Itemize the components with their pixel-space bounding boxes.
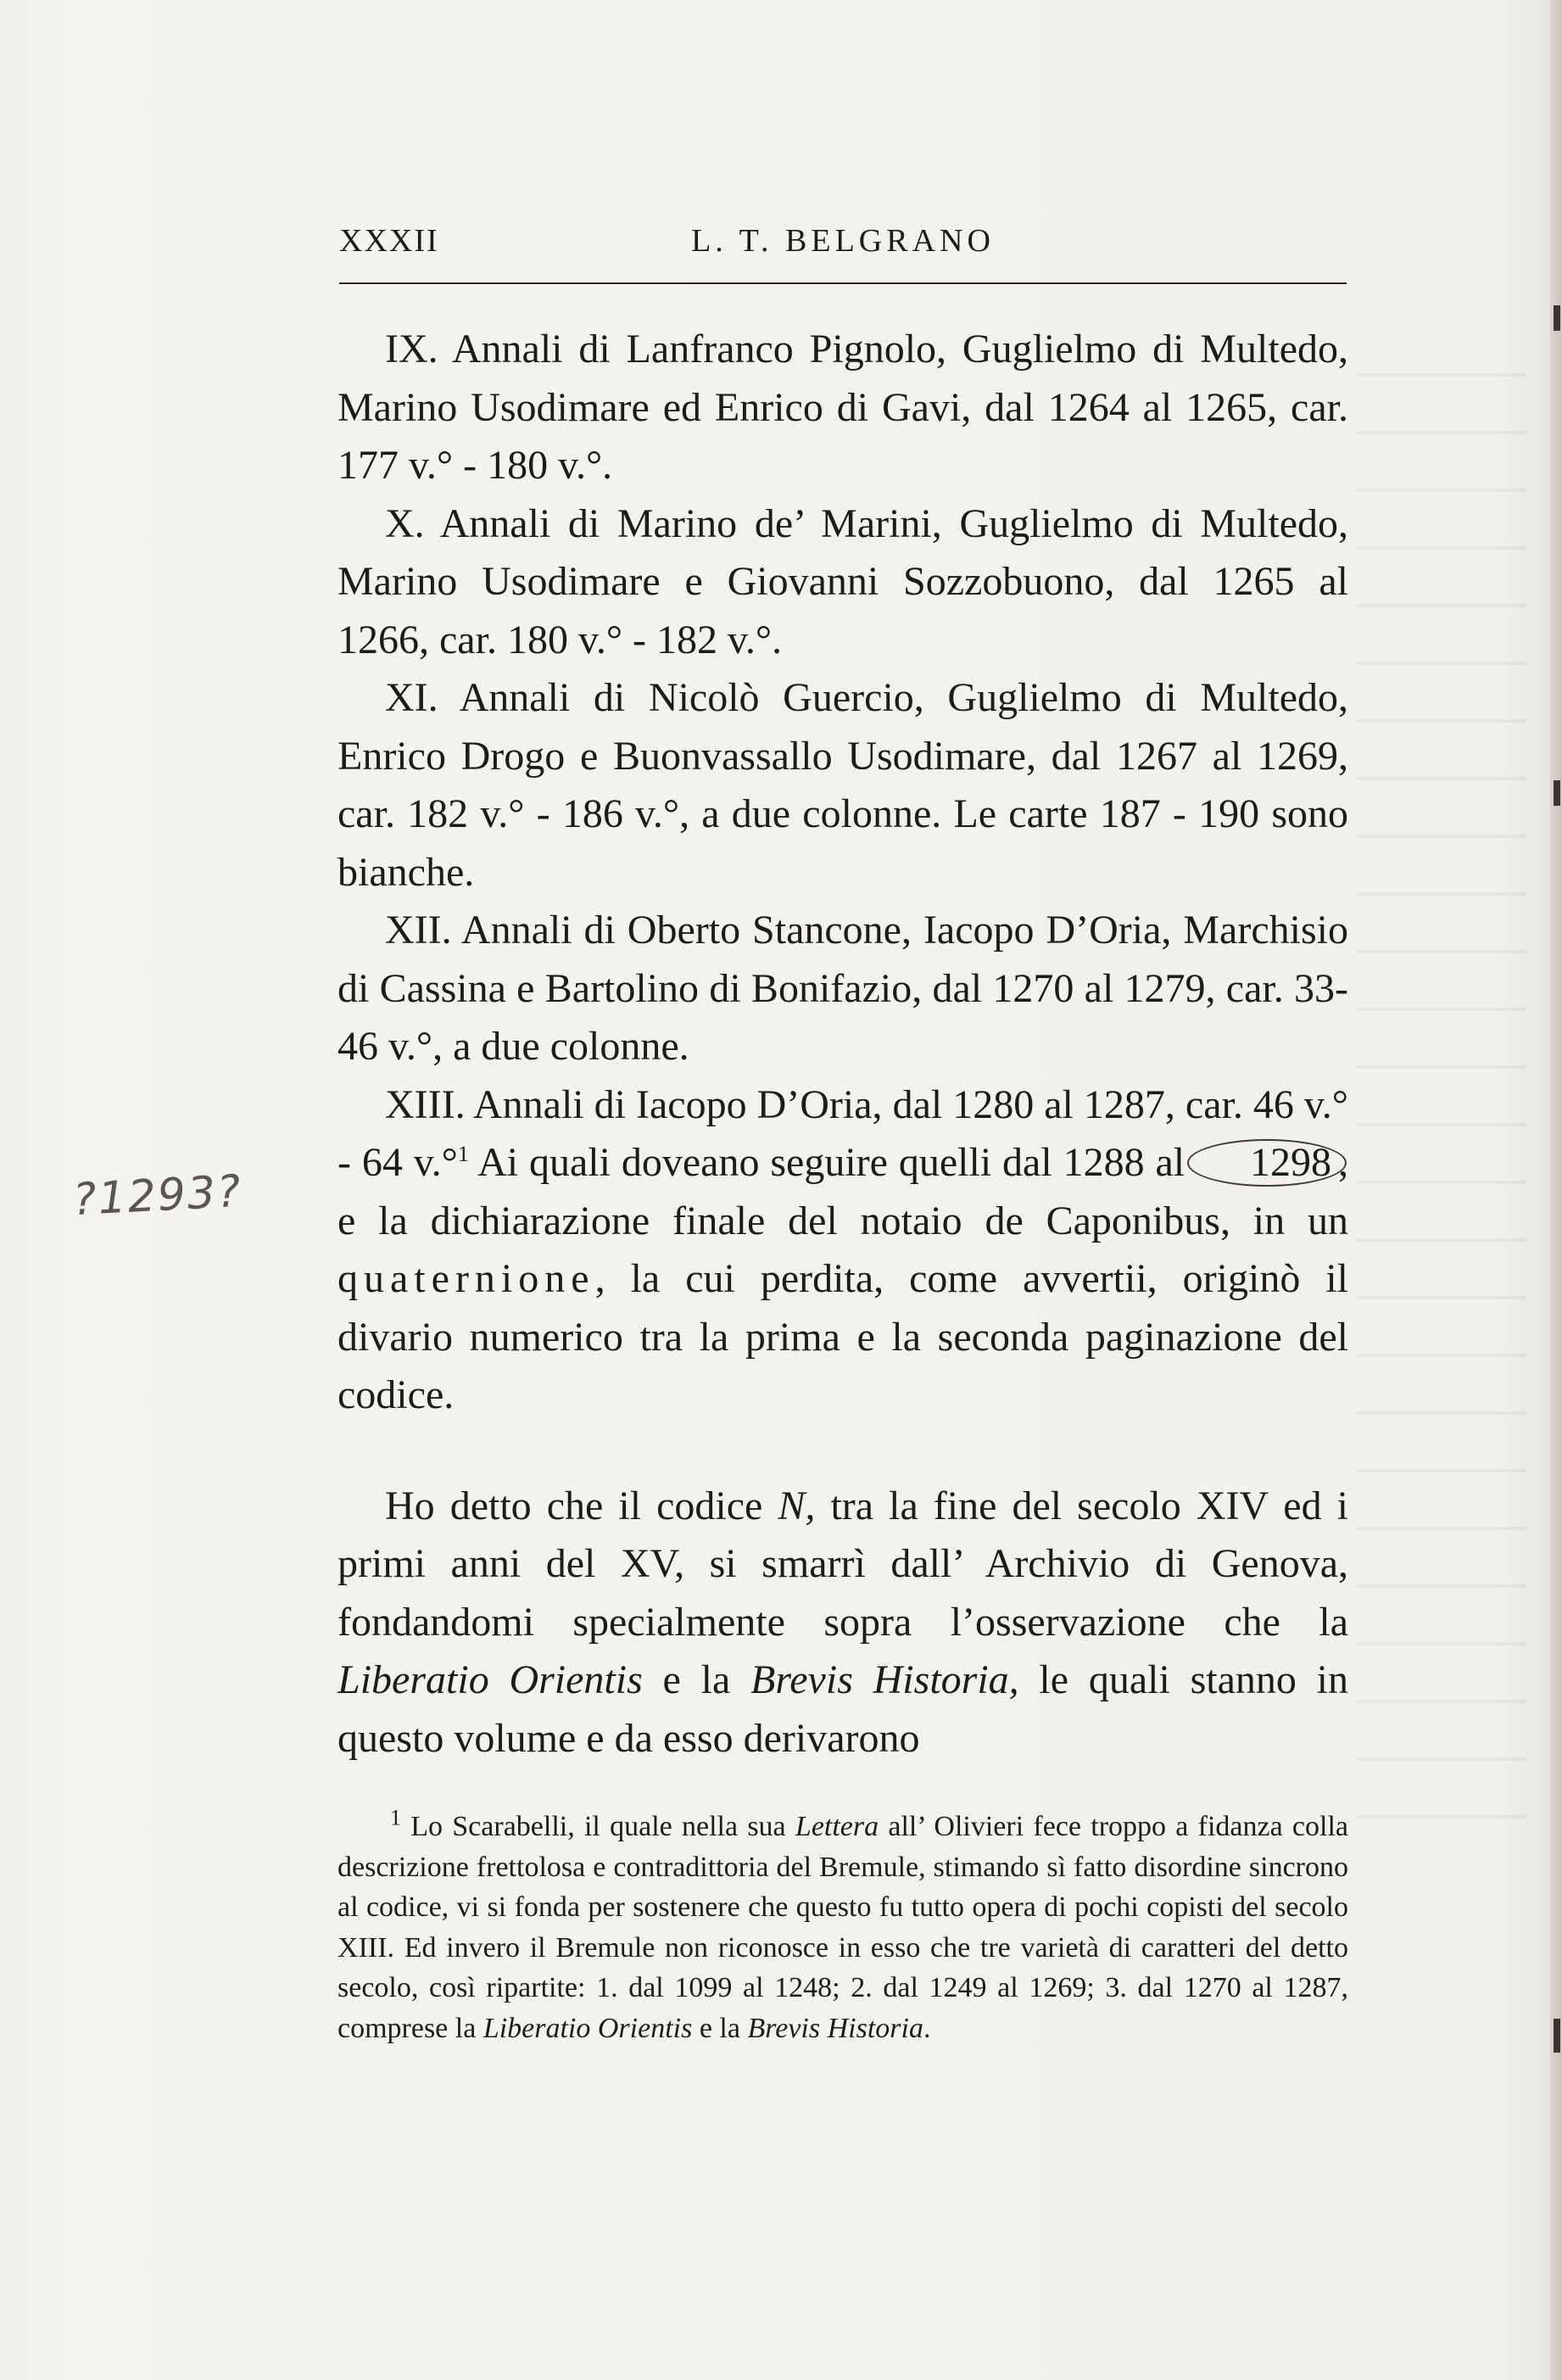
paragraph-ix: IX. Annali di Lanfranco Pignolo, Guglielmo di Multedo, Marino Usodimare ed Enrico di Gavi, dal 1264 al 1265, car. 177 v.° - 180 v.°. — [338, 327, 1348, 488]
paragraph-x: X. Annali di Marino de’ Marini, Guglielmo di Multedo, Marino Usodimare e Giovanni Sozzobuono, dal 1265 al 1266, car. 180 v.° - 182 v.°. — [338, 500, 1348, 662]
text-run: , e la dichiarazione finale del notaio de Caponibus, in un — [338, 1140, 1348, 1243]
main-text — [338, 321, 1348, 1768]
header-rule — [339, 282, 1347, 284]
text-run: all’ Olivieri fece troppo a fidanza colla descrizione frettolosa e contradittoria del Bremule, stimando sì fatto disordine sincrono al codice, vi si fonda per sostenere che questo fu tutto opera di pochi copisti del secolo XIII. Ed invero il Bremule non riconosce in esso che tre varietà di caratteri del detto secolo, così ripartite: 1. dal 1099 al 1248; 2. dal 1249 al 1269; 3. dal 1270 al 1287, comprese la — [338, 1811, 1349, 2044]
binding-mark — [1554, 305, 1560, 331]
running-head: L. T. BELGRANO — [691, 223, 995, 259]
page-edge — [1550, 0, 1562, 2380]
italic-run: Brevis Historia, — [750, 1657, 1019, 1702]
text-run: e la — [692, 2012, 748, 2044]
folio-number: XXXII — [339, 223, 439, 259]
text-run: Lo Scarabelli, il quale nella sua — [401, 1811, 795, 1842]
footnote-number: 1 — [390, 1805, 401, 1830]
text-run: e la — [642, 1657, 751, 1702]
handwritten-margin-note: ?1293? — [71, 1165, 243, 1226]
footnote-reference: 1 — [457, 1142, 469, 1166]
show-through-shadow — [1357, 339, 1526, 1866]
text-run: Ai quali doveano seguire quelli dal 1288 al — [468, 1140, 1196, 1185]
page-header — [339, 222, 1347, 273]
text-run: Ho detto che il codice — [385, 1483, 778, 1528]
paragraph-xi: XI. Annali di Nicolò Guercio, Guglielmo di Multedo, Enrico Drogo e Buonvassallo Usodimare, dal 1267 al 1269, car. 182 v.° - 186 v.°, a due colonne. Le carte 187 - 190 sono bianche. — [338, 675, 1348, 895]
italic-run: N, — [778, 1483, 816, 1528]
text-run: le quali stanno in questo volume e da esso derivarono — [338, 1657, 1348, 1761]
binding-mark — [1554, 780, 1560, 806]
paragraph-codex — [338, 1478, 1348, 1768]
spaced-word: quaternione — [338, 1256, 595, 1301]
text-run: tra la fine del secolo XIV ed i primi anni del XV, si smarrì dall’ Archivio di Genova, fondandomi specialmente sopra l’osservazione che la — [338, 1483, 1348, 1645]
paragraph-xii: XII. Annali di Oberto Stancone, Iacopo D’Oria, Marchisio di Cassina e Bartolino di Bonifazio, dal 1270 al 1279, car. 33-46 v.°, a due colonne. — [338, 908, 1348, 1069]
footnote — [338, 1807, 1348, 2048]
italic-run: Liberatio Orientis — [338, 1657, 643, 1702]
binding-mark — [1554, 2019, 1560, 2053]
text-run: , la cui perdita, come avvertii, originò il divario numerico tra la prima e la seconda paginazione del codice. — [338, 1256, 1348, 1417]
italic-run: Liberatio Orientis — [483, 2012, 693, 2044]
paragraph-xiii — [338, 1076, 1348, 1425]
circled-year: 1298 — [1187, 1139, 1347, 1187]
text-run: . — [923, 2012, 931, 2044]
italic-run: Lettera — [795, 1811, 879, 1842]
italic-run: Brevis Historia — [747, 2012, 923, 2044]
text-run: XIII. Annali di Iacopo D’Oria, dal 1280 al 1287, car. 46 v.° - 64 v.° — [338, 1081, 1348, 1185]
footnote-paragraph — [338, 1807, 1348, 2048]
